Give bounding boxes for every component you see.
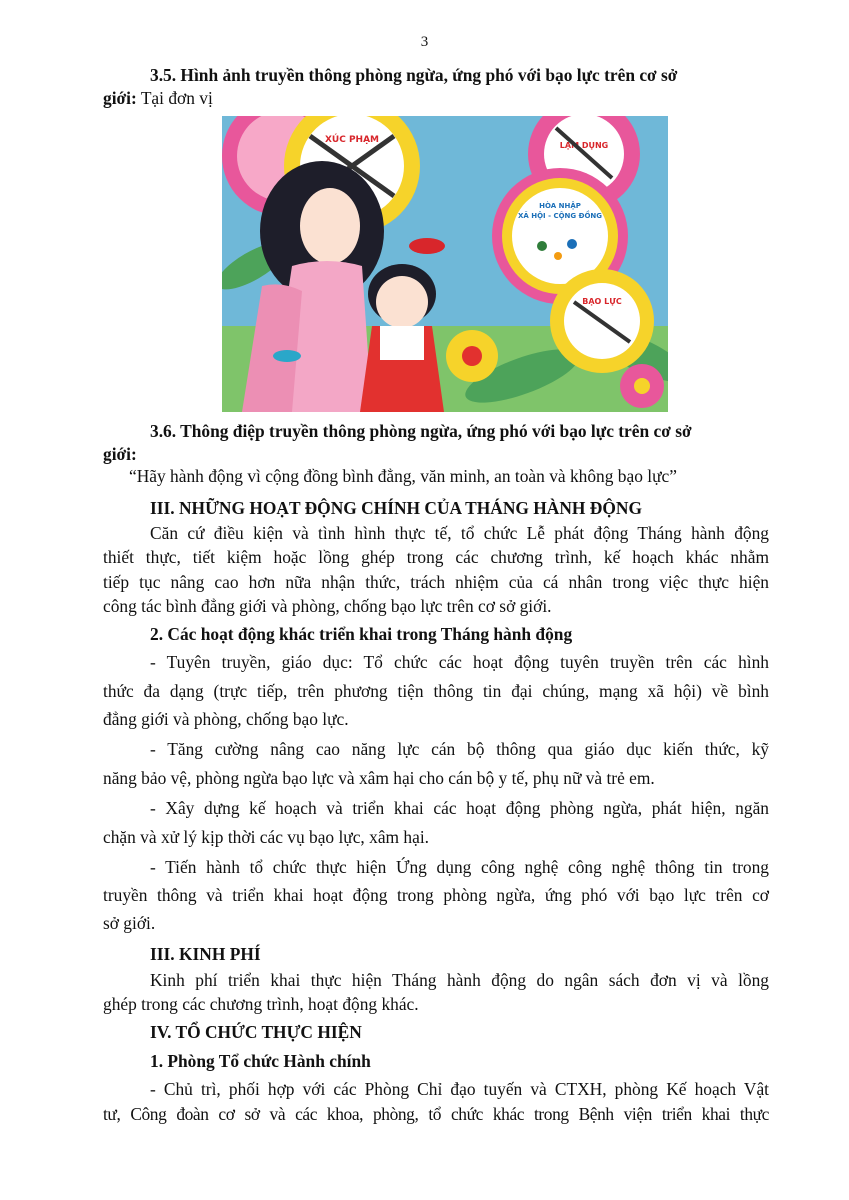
message-quote: “Hãy hành động vì cộng đồng bình đẳng, văn minh, an toàn và không bạo lực” [129,466,677,486]
section-3-6-heading: 3.6. Thông điệp truyền thông phòng ngừa, ứng phó với bạo lực trên cơ sở [150,421,692,441]
section-IV-subheading: 1. Phòng Tổ chức Hành chính [150,1051,371,1071]
svg-text:HÒA NHẬP: HÒA NHẬP [539,202,581,210]
kinh-phi-para-line-1: Kinh phí triển khai thực hiện Tháng hành động do ngân sách đơn vị và lồng [150,970,769,990]
section-III-para-line-2: thiết thực, tiết kiệm hoặc lồng ghép trong các chương trình, kế hoạch khác nhằm [103,547,769,567]
section-IV-heading: IV. TỔ CHỨC THỰC HIỆN [150,1022,362,1042]
bullet-4-line-1: - Tiến hành tổ chức thực hiện Ứng dụng công nghệ công nghệ thông tin trong [150,857,769,877]
bullet-1-line-1: - Tuyên truyền, giáo dục: Tổ chức các hoạt động tuyên truyền trên các hình [150,652,769,672]
section-IV-para-line-1: - Chủ trì, phối hợp với các Phòng Chỉ đạo tuyến và CTXH, phòng Kế hoạch Vật [150,1079,769,1099]
section-III-para-line-4: công tác bình đẳng giới và phòng, chống bạo lực trên cơ sở giới. [103,596,552,616]
bullet-2-line-1: - Tăng cường nâng cao năng lực cán bộ thông qua giáo dục kiến thức, kỹ [150,739,769,759]
svg-text:XÚC PHẠM: XÚC PHẠM [324,135,380,145]
bullet-4-line-2: truyền thông và triển khai hoạt động trong phòng ngừa, ứng phó với bạo lực trên cơ [103,885,769,905]
svg-text:XÃ HỘI - CỘNG ĐỒNG: XÃ HỘI - CỘNG ĐỒNG [518,212,602,220]
bullet-3-line-2: chặn và xử lý kịp thời các vụ bạo lực, xâm hại. [103,827,430,847]
svg-text:LẠM DỤNG: LẠM DỤNG [559,141,609,150]
badge-bao-luc [550,269,654,373]
svg-text:BẠO LỰC: BẠO LỰC [582,297,622,306]
poster-image [222,116,668,412]
page-number: 3 [420,34,429,50]
bullet-1-line-2: thức đa dạng (trực tiếp, trên phương tiện thông tin đại chúng, mạng xã hội) về bình [103,681,769,701]
section-3-5-heading: 3.5. Hình ảnh truyền thông phòng ngừa, ứng phó với bạo lực trên cơ sở [150,65,678,85]
section-3-6-heading-cont: giới: [103,444,137,464]
section-2-heading: 2. Các hoạt động khác triển khai trong Tháng hành động [150,624,573,644]
section-III-para-line-1: Căn cứ điều kiện và tình hình thực tế, tổ chức Lễ phát động Tháng hành động [150,523,769,543]
section-IV-para-line-2: tư, Công đoàn cơ sở và các khoa, phòng, tổ chức khác trong Bệnh viện triển khai thực [103,1104,769,1124]
bullet-3-line-1: - Xây dựng kế hoạch và triển khai các hoạt động phòng ngừa, phát hiện, ngăn [150,798,769,818]
section-III-para-line-3: tiếp tục nâng cao hơn nữa nhận thức, trách nhiệm của cá nhân trong việc thực hiện [103,572,769,592]
kinh-phi-heading: III. KINH PHÍ [150,944,261,964]
section-III-heading: III. NHỮNG HOẠT ĐỘNG CHÍNH CỦA THÁNG HÀNH ĐỘNG [150,498,642,518]
kinh-phi-para-line-2: ghép trong các chương trình, hoạt động khác. [103,994,419,1014]
section-3-5-heading-cont: giới: Tại đơn vị [103,88,213,108]
bullet-2-line-2: năng bảo vệ, phòng ngừa bạo lực và xâm hại cho cán bộ y tế, phụ nữ và trẻ em. [103,768,655,788]
bullet-1-line-3: đẳng giới và phòng, chống bạo lực. [103,709,349,729]
bullet-4-line-3: sở giới. [103,913,156,933]
